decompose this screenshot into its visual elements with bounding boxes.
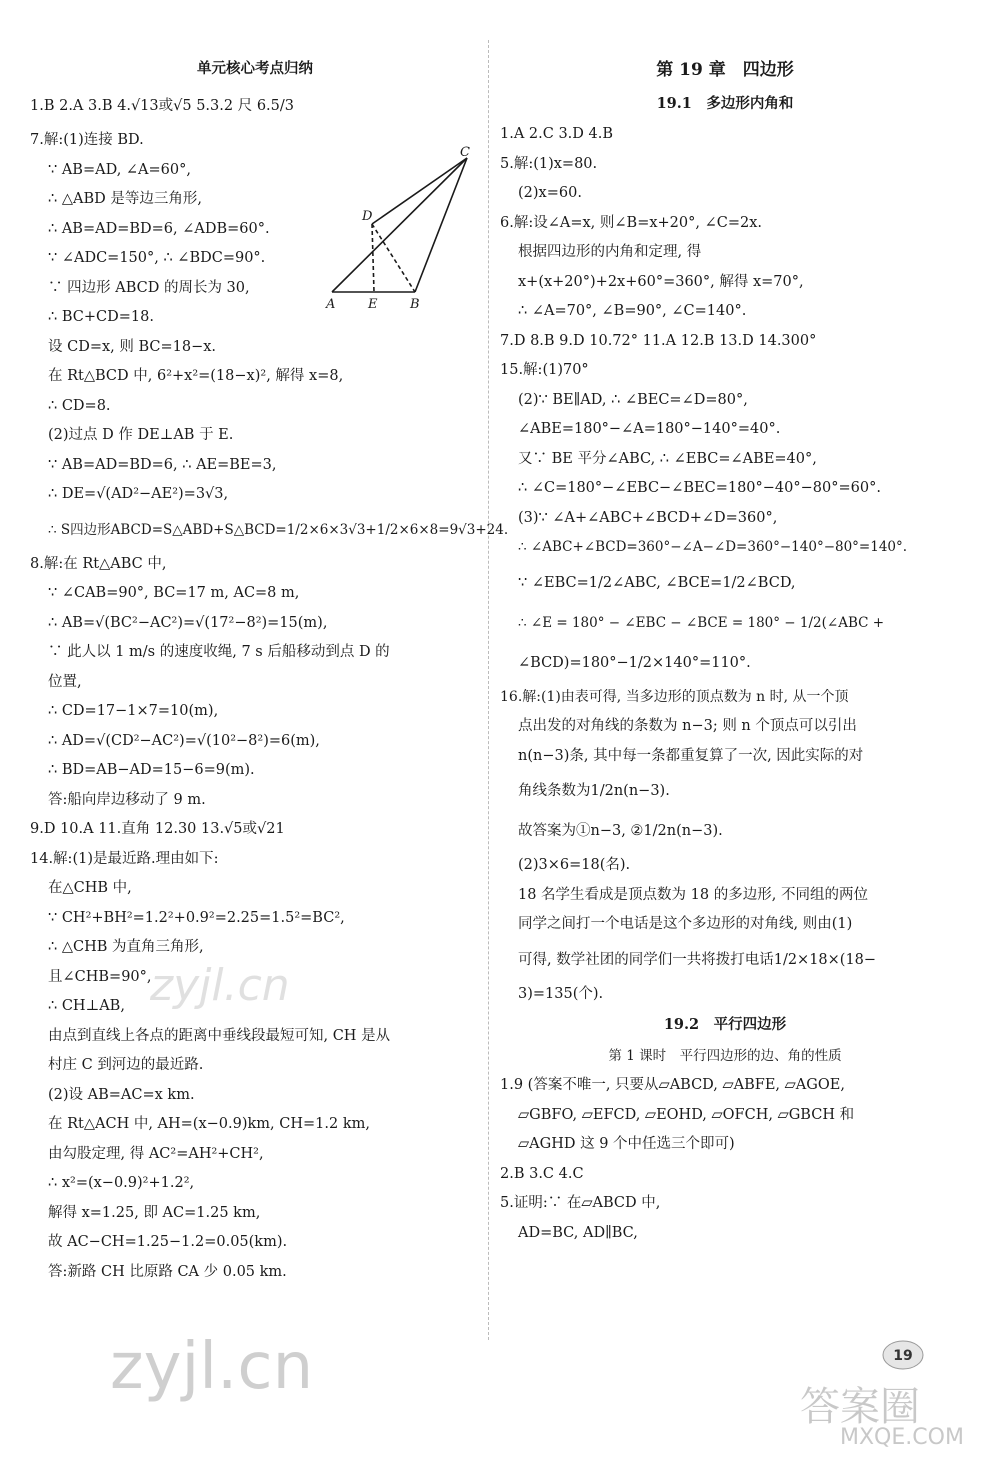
figure-edge-cd (372, 158, 467, 224)
answer-line: ▱AGHD 这 9 个中任选三个即可) (518, 1136, 735, 1152)
answer-line: 根据四边形的内角和定理, 得 (518, 244, 702, 260)
answer-line: 故 AC−CH=1.25−1.2=0.05(km). (48, 1234, 288, 1250)
answer-line: ∴ CD=17−1×7=10(m), (48, 703, 219, 719)
answer-line: 答:船向岸边移动了 9 m. (48, 791, 206, 808)
answer-line: 14.解:(1)是最近路.理由如下: (30, 850, 219, 867)
answer-line: 3)=135(个). (518, 985, 604, 1002)
answer-line: AD=BC, AD∥BC, (518, 1224, 638, 1241)
answer-line: ∵ AB=AD, ∠A=60°, (48, 161, 191, 178)
answer-line: 6.解:设∠A=x, 则∠B=x+20°, ∠C=2x. (500, 214, 762, 231)
answer-line: n(n−3)条, 其中每一条都重复算了一次, 因此实际的对 (518, 747, 864, 764)
answer-line: (3)∵ ∠A+∠ABC+∠BCD+∠D=360°, (518, 509, 778, 526)
answer-line: ∴ CD=8. (48, 397, 111, 414)
answer-line: ∴ x²=(x−0.9)²+1.2², (48, 1175, 195, 1191)
answer-line: ∵ ∠ADC=150°, ∴ ∠BDC=90°. (48, 250, 266, 266)
answer-line: 16.解:(1)由表可得, 当多边形的顶点数为 n 时, 从一个顶 (500, 688, 849, 705)
answer-line: ∴ △ABD 是等边三角形, (48, 191, 202, 207)
figure-label-e: E (368, 297, 378, 312)
answer-line: ∴ ∠C=180°−∠EBC−∠BEC=180°−40°−80°=60°. (518, 480, 881, 496)
answer-line: 8.解:在 Rt△ABC 中, (30, 555, 167, 572)
answer-line: ∴ AB=AD=BD=6, ∠ADB=60°. (48, 220, 270, 237)
answer-line: ∴ BD=AB−AD=15−6=9(m). (48, 762, 255, 778)
answer-line: 位置, (48, 673, 82, 690)
answer-line: ∴ △CHB 为直角三角形, (48, 939, 204, 955)
answer-line: 答:新路 CH 比原路 CA 少 0.05 km. (48, 1263, 287, 1280)
answer-line: (2)∵ BE∥AD, ∴ ∠BEC=∠D=80°, (518, 391, 748, 408)
figure-edge-cb (415, 158, 467, 292)
answer-line: 15.解:(1)70° (500, 362, 589, 378)
answer-line: 角线条数为1/2n(n−3). (518, 783, 670, 799)
answer-line: 设 CD=x, 则 BC=18−x. (48, 338, 217, 355)
subsection-title: 第 1 课时 平行四边形的边、角的性质 (608, 1048, 842, 1064)
answer-line: 在 Rt△ACH 中, AH=(x−0.9)km, CH=1.2 km, (48, 1116, 370, 1132)
watermark: zyjl.cn (110, 1330, 314, 1404)
answer-line: ∵ 此人以 1 m/s 的速度收绳, 7 s 后船移动到点 D 的 (48, 644, 390, 660)
answer-line: 7.解:(1)连接 BD. (30, 132, 144, 148)
figure-label-c: C (460, 145, 470, 160)
quadrilateral-figure (300, 96, 480, 316)
answer-line: ∠ABE=180°−∠A=180°−140°=40°. (518, 421, 781, 437)
answer-line: ∵ ∠EBC=1/2∠ABC, ∠BCE=1/2∠BCD, (518, 574, 796, 591)
figure-label-b: B (410, 297, 420, 312)
answer-line: ∵ AB=AD=BD=6, ∴ AE=BE=3, (48, 456, 277, 473)
answer-line: 解得 x=1.25, 即 AC=1.25 km, (48, 1204, 261, 1221)
column-divider (488, 40, 489, 1340)
answer-line: 点出发的对角线的条数为 n−3; 则 n 个顶点可以引出 (518, 718, 857, 734)
answer-line: 9.D 10.A 11.直角 12.30 13.√5或√21 (30, 821, 285, 837)
answer-line: ∴ ∠ABC+∠BCD=360°−∠A−∠D=360°−140°−80°=140°. (518, 539, 908, 555)
answer-line: 故答案为①n−3, ②1/2n(n−3). (518, 823, 723, 839)
answer-line: 同学之间打一个电话是这个多边形的对角线, 则由(1) (518, 916, 853, 932)
section-title: 19.2 平行四边形 (663, 1016, 787, 1033)
answer-line: ∴ CH⊥AB, (48, 998, 125, 1014)
answer-line: (2)设 AB=AC=x km. (48, 1086, 195, 1103)
figure-edge-cd-a (332, 158, 467, 292)
answer-line: 且∠CHB=90°, (48, 968, 152, 985)
answer-line: 由勾股定理, 得 AC²=AH²+CH², (48, 1145, 264, 1162)
figure-label-d: D (362, 209, 373, 224)
answer-line: ∵ CH²+BH²=1.2²+0.9²=2.25=1.5²=BC², (48, 909, 345, 926)
answer-line: ∵ 四边形 ABCD 的周长为 30, (48, 279, 250, 296)
page-number-badge (878, 1338, 928, 1372)
answer-line: 在△CHB 中, (48, 880, 132, 896)
answer-line: 可得, 数学社团的同学们一共将拨打电话1/2×18×(18− (518, 951, 877, 968)
watermark: 答案圈 (800, 1384, 920, 1430)
answer-line: (2)x=60. (518, 185, 582, 201)
watermark: zyjl.cn (150, 960, 290, 1011)
watermark: MXQE.COM (840, 1425, 964, 1450)
answer-line: ∴ AB=√(BC²−AC²)=√(17²−8²)=15(m), (48, 614, 328, 631)
answer-line: ∴ BC+CD=18. (48, 309, 154, 325)
answer-line: ▱GBFO, ▱EFCD, ▱EOHD, ▱OFCH, ▱GBCH 和 (518, 1106, 855, 1123)
answer-line: ∴ S四边形ABCD=S△ABD+S△BCD=1/2×6×3√3+1/2×6×8=9√3+24. (48, 521, 509, 538)
page-number: 19 (893, 1348, 913, 1364)
answer-line: ∠BCD)=180°−1/2×140°=110°. (518, 654, 751, 671)
answer-line: 由点到直线上各点的距离中垂线段最短可知, CH 是从 (48, 1027, 391, 1044)
section-title: 19.1 多边形内角和 (656, 95, 794, 112)
answer-line: ∴ AD=√(CD²−AC²)=√(10²−8²)=6(m), (48, 732, 320, 749)
answer-line: 5.解:(1)x=80. (500, 155, 598, 172)
answer-line: ∴ ∠E = 180° − ∠EBC − ∠BCE = 180° − 1/2(∠ABC + (518, 614, 885, 631)
figure-edge-de (372, 224, 374, 292)
left-title: 单元核心考点归纳 (197, 60, 313, 77)
figure-edge-db (372, 224, 415, 292)
answer-line: ∴ DE=√(AD²−AE²)=3√3, (48, 486, 229, 502)
chapter-title: 第 19 章 四边形 (656, 60, 794, 80)
answer-line: (2)过点 D 作 DE⊥AB 于 E. (48, 427, 234, 443)
answer-line: 1.B 2.A 3.B 4.√13或√5 5.3.2 尺 6.5/3 (30, 98, 294, 114)
answer-line: 7.D 8.B 9.D 10.72° 11.A 12.B 13.D 14.300° (500, 332, 817, 349)
answer-line: ∵ ∠CAB=90°, BC=17 m, AC=8 m, (48, 585, 300, 601)
answer-line: 村庄 C 到河边的最近路. (48, 1057, 204, 1073)
answer-line: ∴ ∠A=70°, ∠B=90°, ∠C=140°. (518, 303, 747, 319)
answer-line: (2)3×6=18(名). (518, 857, 631, 873)
answer-line: x+(x+20°)+2x+60°=360°, 解得 x=70°, (518, 273, 804, 290)
answer-line: 在 Rt△BCD 中, 6²+x²=(18−x)², 解得 x=8, (48, 368, 344, 384)
answer-line: 5.证明:∵ 在▱ABCD 中, (500, 1195, 661, 1211)
answer-line: 1.9 (答案不唯一, 只要从▱ABCD, ▱ABFE, ▱AGOE, (500, 1077, 845, 1093)
figure-label-a: A (326, 297, 336, 312)
answer-line: 1.A 2.C 3.D 4.B (500, 126, 614, 142)
right-column (500, 52, 950, 1248)
answer-line: 2.B 3.C 4.C (500, 1165, 584, 1182)
answer-line: 18 名学生看成是顶点数为 18 的多边形, 不同组的两位 (518, 886, 868, 903)
answer-line: 又∵ BE 平分∠ABC, ∴ ∠EBC=∠ABE=40°, (518, 450, 817, 467)
